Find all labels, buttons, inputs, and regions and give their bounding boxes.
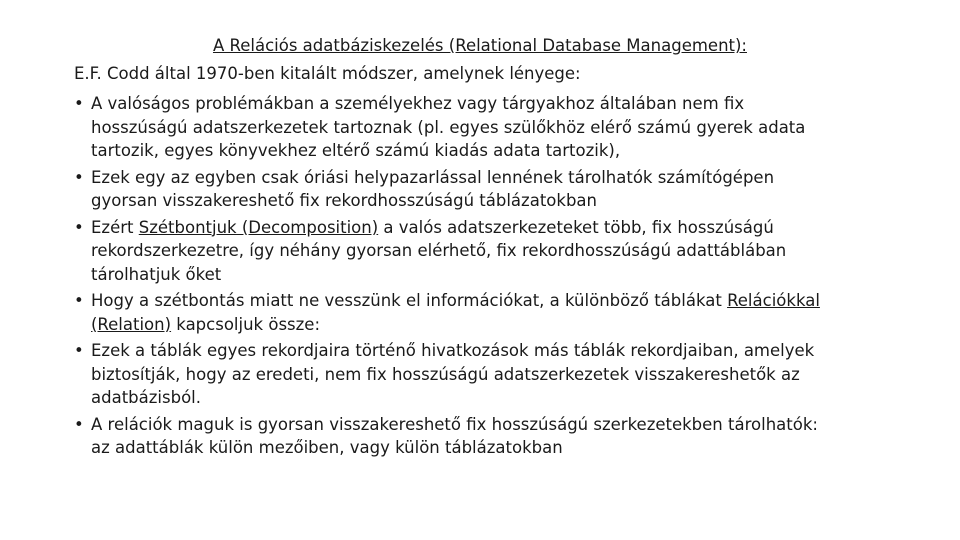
bullet-item xyxy=(74,92,894,163)
decomposition-term: Szétbontjuk (Decomposition) xyxy=(138,217,379,237)
bullet-text-line: gyorsan visszakereshető fix rekordhosszúságú táblázatokban xyxy=(91,191,597,210)
bullet-text-line: hosszúságú adatszerkezetek tartoznak (pl. egyes szülőkhöz elérő számú gyerek adata xyxy=(91,117,806,137)
bullet-text-line: Ezek egy az egyben csak óriási helypazarlással lennének tárolhatók számítógépen xyxy=(91,167,775,187)
bullet-text-line: tartozik, egyes könyvekhez eltérő számú kiadás adata tartozik), xyxy=(91,141,621,160)
bullet-text-line xyxy=(91,313,894,337)
bullet-text-line: tárolhatjuk őket xyxy=(91,264,222,284)
bullet-text-line xyxy=(91,216,894,240)
bullet-icon: • xyxy=(74,291,84,310)
bullet-item xyxy=(74,289,894,336)
bullet-icon: • xyxy=(74,217,84,237)
bullet-text-line xyxy=(91,289,894,313)
intro-text: E.F. Codd által 1970-ben kitalált módszer, amelynek lényege: xyxy=(74,64,581,83)
bullet-text-line: az adattáblák külön mezőiben, vagy külön táblázatokban xyxy=(91,438,563,457)
relation-term: (Relation) xyxy=(91,314,172,334)
bullet-icon: • xyxy=(74,94,84,113)
bullet-text-line: biztosítják, hogy az eredeti, nem fix hosszúságú adatszerkezetek visszakereshetők az xyxy=(91,364,800,384)
bullet-item xyxy=(74,339,894,410)
bullet-list xyxy=(74,92,894,463)
bullet-text-line: Ezek a táblák egyes rekordjaira történő hivatkozások más táblák rekordjaiban, amelyek xyxy=(91,341,815,360)
slide-title: A Relációs adatbáziskezelés (Relational Database Management): xyxy=(212,36,747,55)
bullet-text-segment: kapcsoljuk össze: xyxy=(171,314,321,334)
relation-term: Relációkkal xyxy=(727,291,820,310)
bullet-icon: • xyxy=(74,167,84,187)
bullet-text-segment: a valós adatszerkezeteket több, fix hosszúságú xyxy=(378,217,774,237)
bullet-item xyxy=(74,413,894,460)
bullet-text-line: rekordszerkezetre, így néhány gyorsan elérhető, fix rekordhosszúságú adattáblában xyxy=(91,241,787,260)
bullet-text-line: adatbázisból. xyxy=(91,388,201,407)
bullet-text-segment: Ezért xyxy=(91,217,139,237)
bullet-item xyxy=(74,216,894,287)
bullet-text-line: A relációk maguk is gyorsan visszakereshető fix hosszúságú szerkezetekben tárolhatók: xyxy=(91,414,818,434)
bullet-icon: • xyxy=(74,414,84,434)
bullet-text-segment: Hogy a szétbontás miatt ne vesszünk el információkat, a különböző táblákat xyxy=(91,291,728,310)
bullet-icon: • xyxy=(74,341,84,360)
bullet-text-line: A valóságos problémákban a személyekhez vagy tárgyakhoz általában nem fix xyxy=(91,94,745,113)
bullet-item xyxy=(74,166,894,213)
